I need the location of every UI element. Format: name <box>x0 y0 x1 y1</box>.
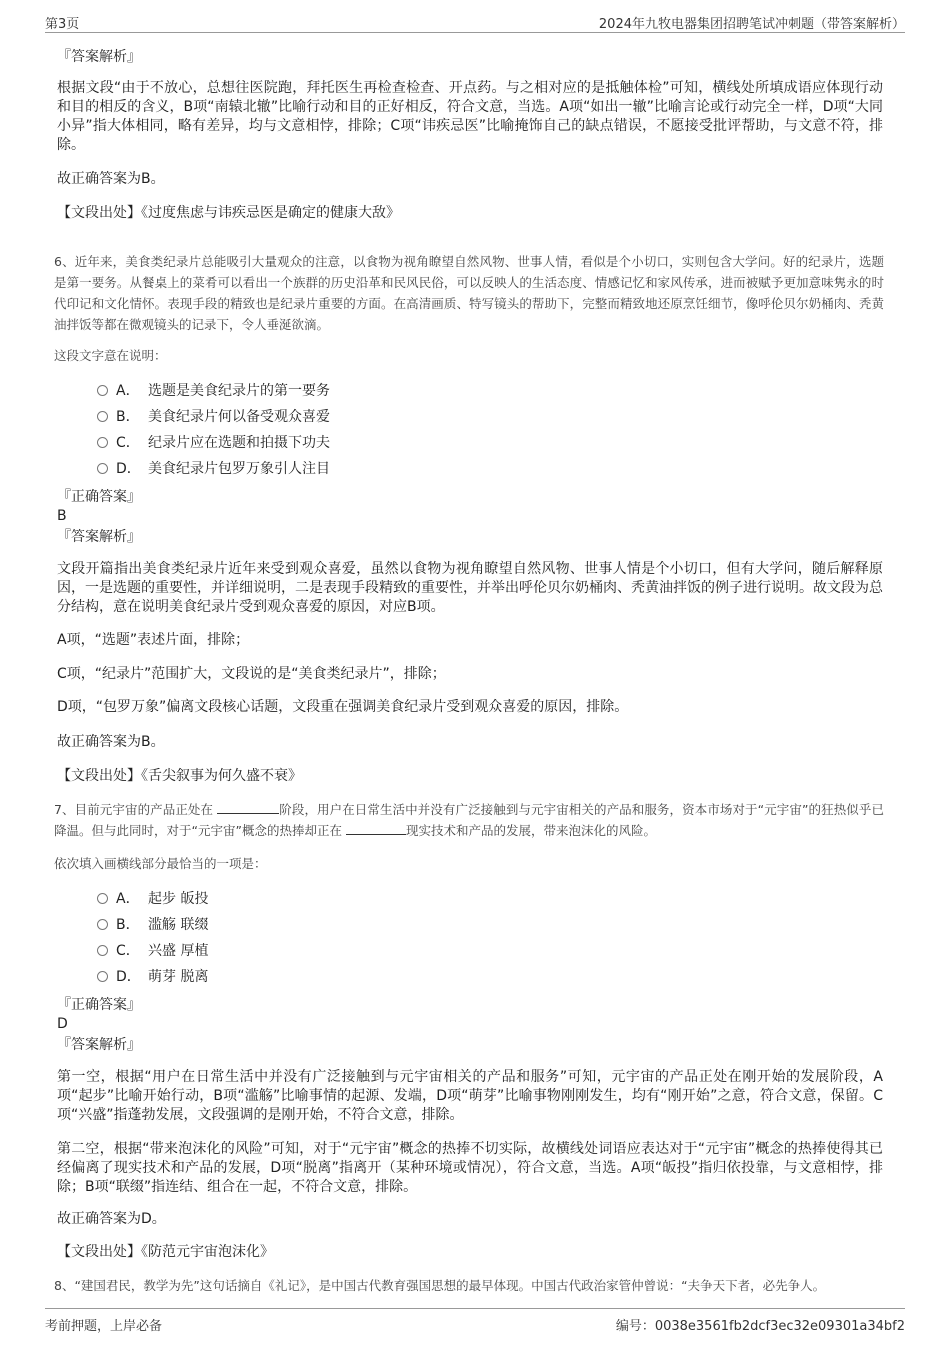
q6-option-b[interactable]: B． 美食纪录片何以备受观众喜爱 <box>97 408 330 426</box>
q7-answer: D <box>57 1016 68 1032</box>
q6-option-a[interactable]: A． 选题是美食纪录片的第一要务 <box>97 382 330 400</box>
q7-answer-label: 『正确答案』 <box>57 997 141 1013</box>
q6-option-c[interactable]: C． 纪录片应在选题和拍摄下功夫 <box>97 434 330 452</box>
q7-option-d[interactable]: D． 萌芽 脱离 <box>97 968 208 986</box>
radio-icon[interactable] <box>97 463 108 474</box>
q7-option-c[interactable]: C． 兴盛 厚植 <box>97 942 208 960</box>
radio-icon[interactable] <box>97 893 108 904</box>
radio-icon[interactable] <box>97 919 108 930</box>
q5-analysis-label: 『答案解析』 <box>57 49 141 65</box>
q5-source: 【文段出处】《过度焦虑与讳疾忌医是确定的健康大敌》 <box>57 205 400 221</box>
q7-option-a[interactable]: A． 起步 皈投 <box>97 890 208 908</box>
q6-option-d[interactable]: D． 美食纪录片包罗万象引人注目 <box>97 460 330 478</box>
q7-analysis-label: 『答案解析』 <box>57 1037 141 1053</box>
q6-answer: B <box>57 508 67 524</box>
page-header <box>45 10 905 33</box>
q7-conclusion: 故正确答案为D。 <box>57 1211 166 1227</box>
q6-analysis-text: 文段开篇指出美食类纪录片近年来受到观众喜爱，虽然以食物为视角瞭望自然风物、世事人情是个小切口，但有大学问，随后解释原因，一是选题的重要性，并详细说明，二是表现手段精致的重要性，并举出呼伦贝尔奶桶肉、秃黄油拌饭的例子进行说明。故文段为总分结构，意在说明美食纪录片受到观众喜爱的原因，对应B项。 <box>57 561 883 615</box>
q6-analysis-label: 『答案解析』 <box>57 529 141 545</box>
document-code: 编号：0038e3561fb2dcf3ec32e09301a34bf2 <box>615 1319 905 1334</box>
q6-analysis-d: D项，“包罗万象”偏离文段核心话题，文段重在强调美食纪录片受到观众喜爱的原因，排除。 <box>57 699 629 715</box>
document-title: 2024年九牧电器集团招聘笔试冲刺题（带答案解析） <box>598 17 905 32</box>
radio-icon[interactable] <box>97 385 108 396</box>
q6-prompt: 这段文字意在说明： <box>54 348 167 363</box>
q7-option-b[interactable]: B． 滥觞 联缀 <box>97 916 208 934</box>
q6-analysis-a: A项，“选题”表述片面，排除； <box>57 632 250 648</box>
q7-analysis-text-1: 第一空，根据“用户在日常生活中并没有广泛接触到与元宇宙相关的产品和服务”可知，元宇宙的产品正处在刚开始的发展阶段，A项“起步”比喻开始行动，B项“滥觞”比喻事情的起源、发端，D项“萌芽”比喻事物刚刚发生，均有“刚开始”之意，符合文意，保留。C项“兴盛”指蓬勃发展，文段强调的是刚开始，不符合文意，排除。 <box>57 1069 883 1123</box>
page-footer <box>45 1308 905 1335</box>
q6-stem: 6、近年来，美食类纪录片总能吸引大量观众的注意，以食物为视角瞭望自然风物、世事人情，看似是个小切口，实则包含大学问。好的纪录片，选题是第一要务。从餐桌上的菜肴可以看出一个族群的历史沿革和民风民俗，可以反映人的生活态度、情感记忆和家风传承，进而被赋予更加意味隽永的时代印记和文化情怀。表现手段的精致也是纪录片重要的方面。在高清画质、特写镜头的帮助下，完整而精致地还原烹饪细节，像呼伦贝尔奶桶肉、秃黄油拌饭等都在微观镜头的记录下，令人垂涎欲滴。 <box>54 254 884 332</box>
footer-slogan: 考前押题，上岸必备 <box>45 1319 163 1334</box>
q6-conclusion: 故正确答案为B。 <box>57 734 165 750</box>
q8-stem: 8、“建国君民，教学为先”这句话摘自《礼记》，是中国古代教育强国思想的最早体现。中国古代政治家管仲曾说：“夫争天下者，必先争人。 <box>54 1278 826 1293</box>
q7-prompt: 依次填入画横线部分最恰当的一项是： <box>54 856 267 871</box>
q7-blank-1 <box>217 800 279 814</box>
q7-source: 【文段出处】《防范元宇宙泡沫化》 <box>57 1244 274 1260</box>
q6-source: 【文段出处】《舌尖叙事为何久盛不衰》 <box>57 768 302 784</box>
q6-answer-label: 『正确答案』 <box>57 489 141 505</box>
radio-icon[interactable] <box>97 971 108 982</box>
q7-blank-2 <box>346 821 406 835</box>
q5-analysis-text: 根据文段“由于不放心，总想往医院跑，拜托医生再检查检查、开点药。与之相对应的是抵触体检”可知，横线处所填成语应体现行动和目的相反的含义，B项“南辕北辙”比喻行动和目的正好相反，符合文意，当选。A项“如出一辙”比喻言论或行动完全一样，D项“大同小异”指大体相同，略有差异，均与文意相悖，排除；C项“讳疾忌医”比喻掩饰自己的缺点错误，不愿接受批评帮助，与文意不符，排除。 <box>57 80 883 153</box>
radio-icon[interactable] <box>97 437 108 448</box>
q7-analysis-text-2: 第二空，根据“带来泡沫化的风险”可知，对于“元宇宙”概念的热捧不切实际，故横线处词语应表达对于“元宇宙”概念的热捧使得其已经偏离了现实技术和产品的发展，D项“脱离”指离开（某种环境或情况），符合文意，当选。A项“皈投”指归依投靠，与文意相悖，排除；B项“联缀”指连结、组合在一起，不符合文意，排除。 <box>57 1141 883 1195</box>
q6-analysis-c: C项，“纪录片”范围扩大，文段说的是“美食类纪录片”，排除； <box>57 666 446 682</box>
radio-icon[interactable] <box>97 411 108 422</box>
q7-stem: 7、目前元宇宙的产品正处在 阶段，用户在日常生活中并没有广泛接触到与元宇宙相关的产品和服务，资本市场对于“元宇宙”的狂热似乎已降温。但与此同时，对于“元宇宙”概念的热捧却正在 现实技术和产品的发展，带来泡沫化的风险。 <box>54 802 884 838</box>
q5-conclusion: 故正确答案为B。 <box>57 171 165 187</box>
radio-icon[interactable] <box>97 945 108 956</box>
page-number: 第3页 <box>45 17 80 32</box>
